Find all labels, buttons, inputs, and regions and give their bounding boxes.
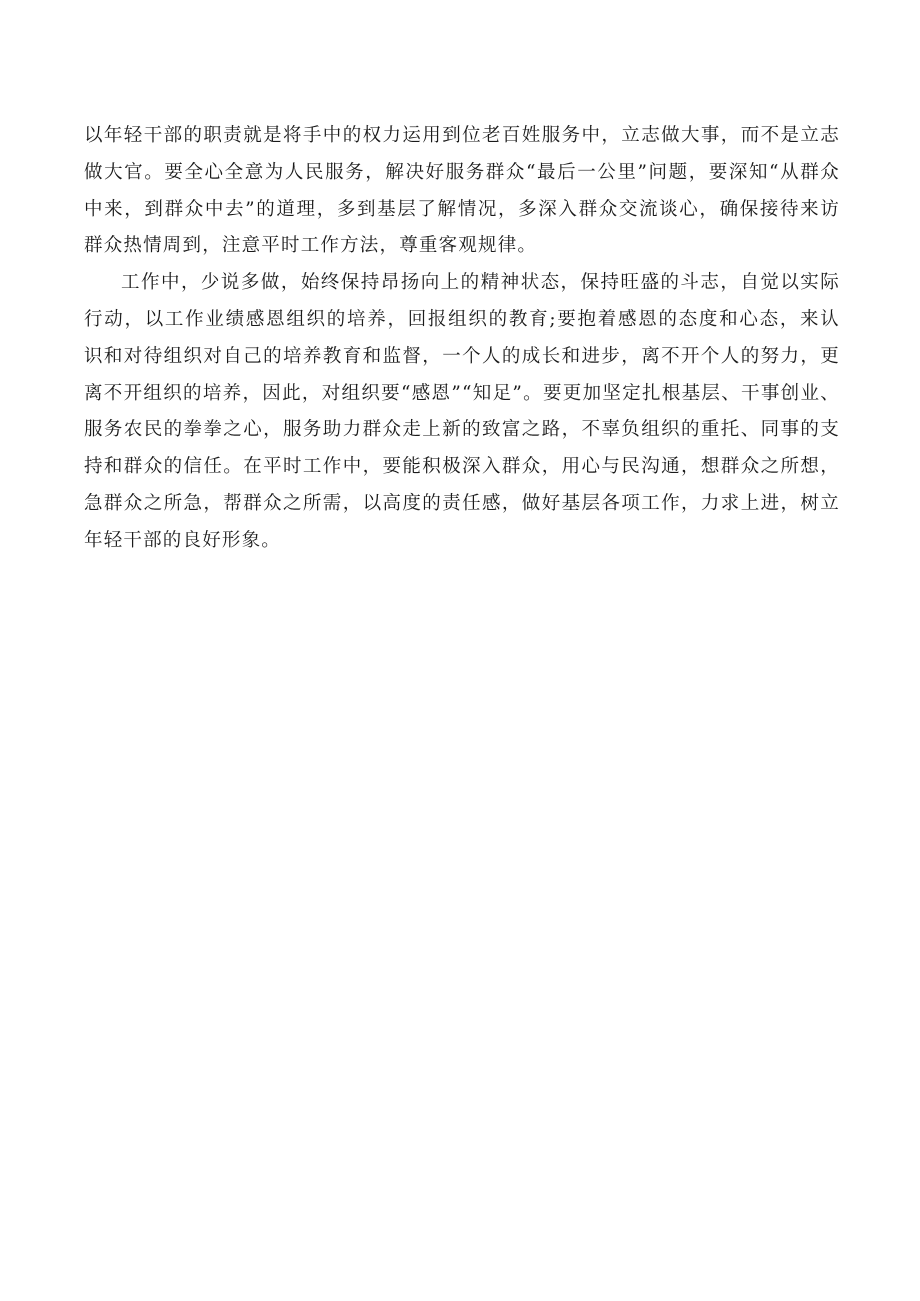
document-body	[84, 118, 840, 560]
paragraph-continuation: 以年轻干部的职责就是将手中的权力运用到位老百姓服务中，立志做大事，而不是立志做大官。要全心全意为人民服务，解决好服务群众“最后一公里”问题，要深知“从群众中来，到群众中去”的道理，多到基层了解情况，多深入群众交流谈心，确保接待来访群众热情周到，注意平时工作方法，尊重客观规律。	[84, 125, 840, 257]
paragraph-work-attitude: 工作中，少说多做，始终保持昂扬向上的精神状态，保持旺盛的斗志，自觉以实际行动，以工作业绩感恩组织的培养，回报组织的教育;要抱着感恩的态度和心态，来认识和对待组织对自己的培养教育和监督，一个人的成长和进步，离不开个人的努力，更离不开组织的培养，因此，对组织要“感恩”“知足”。要更加坚定扎根基层、干事创业、服务农民的拳拳之心，服务助力群众走上新的致富之路，不辜负组织的重托、同事的支持和群众的信任。在平时工作中，要能积极深入群众，用心与民沟通，想群众之所想，急群众之所急，帮群众之所需，以高度的责任感，做好基层各项工作，力求上进，树立年轻干部的良好形象。	[84, 272, 840, 551]
